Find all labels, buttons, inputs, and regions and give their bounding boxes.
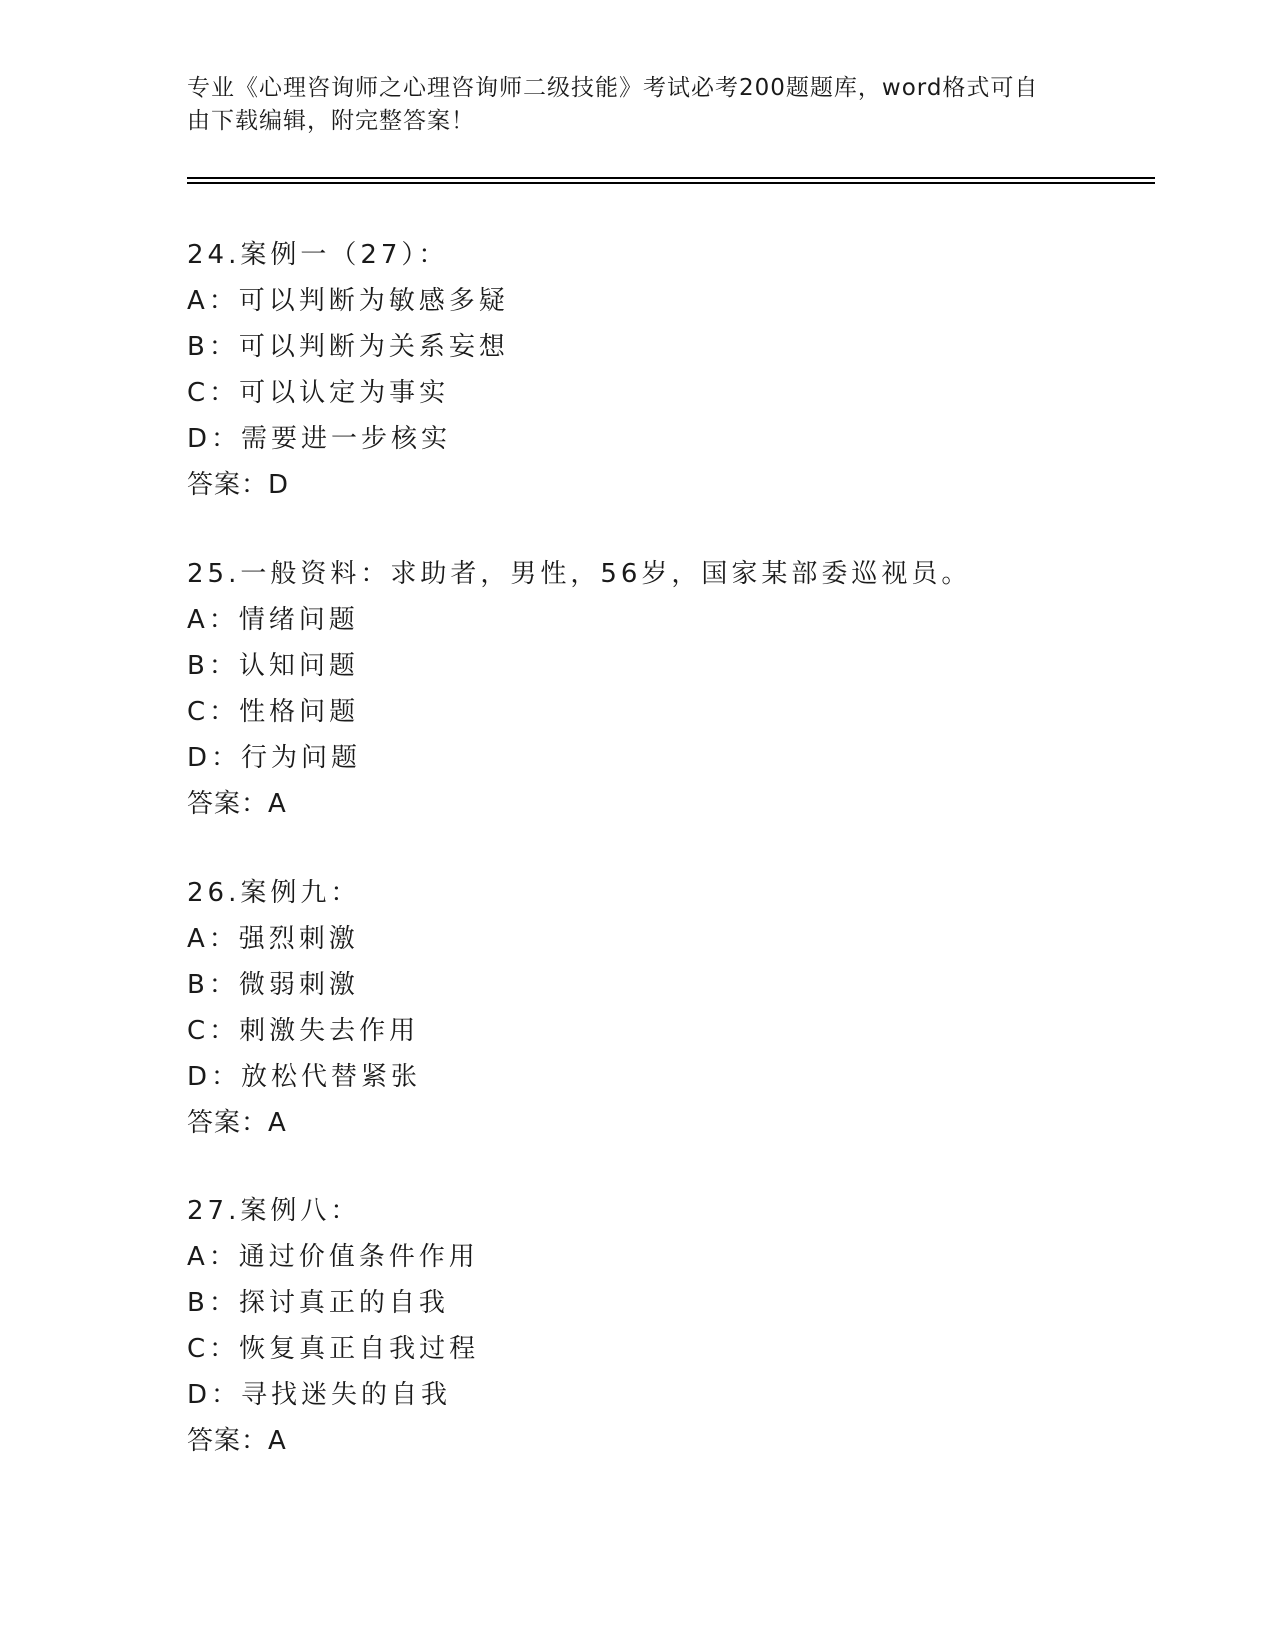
question-25 bbox=[187, 551, 1087, 827]
header-line-2: 由下载编辑，附完整答案！ bbox=[187, 108, 475, 134]
header-line-1: 专业《心理咨询师之心理咨询师二级技能》考试必考200题题库，word格式可自 bbox=[187, 75, 1039, 101]
option-a: A：可以判断为敏感多疑 bbox=[187, 286, 509, 316]
question-stem: 25.一般资料：求助者，男性，56岁，国家某部委巡视员。 bbox=[187, 559, 972, 589]
question-26 bbox=[187, 870, 1087, 1146]
option-b: B：探讨真正的自我 bbox=[187, 1288, 449, 1318]
option-d: D：需要进一步核实 bbox=[187, 424, 452, 454]
question-stem: 26.案例九： bbox=[187, 878, 361, 908]
document-header bbox=[187, 72, 1087, 138]
option-d: D：寻找迷失的自我 bbox=[187, 1380, 452, 1410]
option-d: D：行为问题 bbox=[187, 743, 362, 773]
question-stem: 24.案例一（27）： bbox=[187, 240, 449, 270]
answer-line: 答案：D bbox=[187, 470, 290, 500]
answer-line: 答案：A bbox=[187, 1426, 287, 1456]
option-c: C：刺激失去作用 bbox=[187, 1016, 420, 1046]
question-27 bbox=[187, 1188, 1087, 1464]
question-24 bbox=[187, 232, 1087, 508]
question-stem: 27.案例八： bbox=[187, 1196, 361, 1226]
option-a: A：情绪问题 bbox=[187, 605, 359, 635]
answer-line: 答案：A bbox=[187, 789, 287, 819]
option-a: A：强烈刺激 bbox=[187, 924, 359, 954]
option-c: C：性格问题 bbox=[187, 697, 360, 727]
header-divider-bottom bbox=[187, 182, 1155, 184]
option-b: B：可以判断为关系妄想 bbox=[187, 332, 509, 362]
option-d: D：放松代替紧张 bbox=[187, 1062, 422, 1092]
option-b: B：微弱刺激 bbox=[187, 970, 359, 1000]
option-a: A：通过价值条件作用 bbox=[187, 1242, 479, 1272]
header-divider-top bbox=[187, 177, 1155, 179]
answer-line: 答案：A bbox=[187, 1108, 287, 1138]
option-c: C：可以认定为事实 bbox=[187, 378, 450, 408]
option-c: C：恢复真正自我过程 bbox=[187, 1334, 480, 1364]
option-b: B：认知问题 bbox=[187, 651, 359, 681]
